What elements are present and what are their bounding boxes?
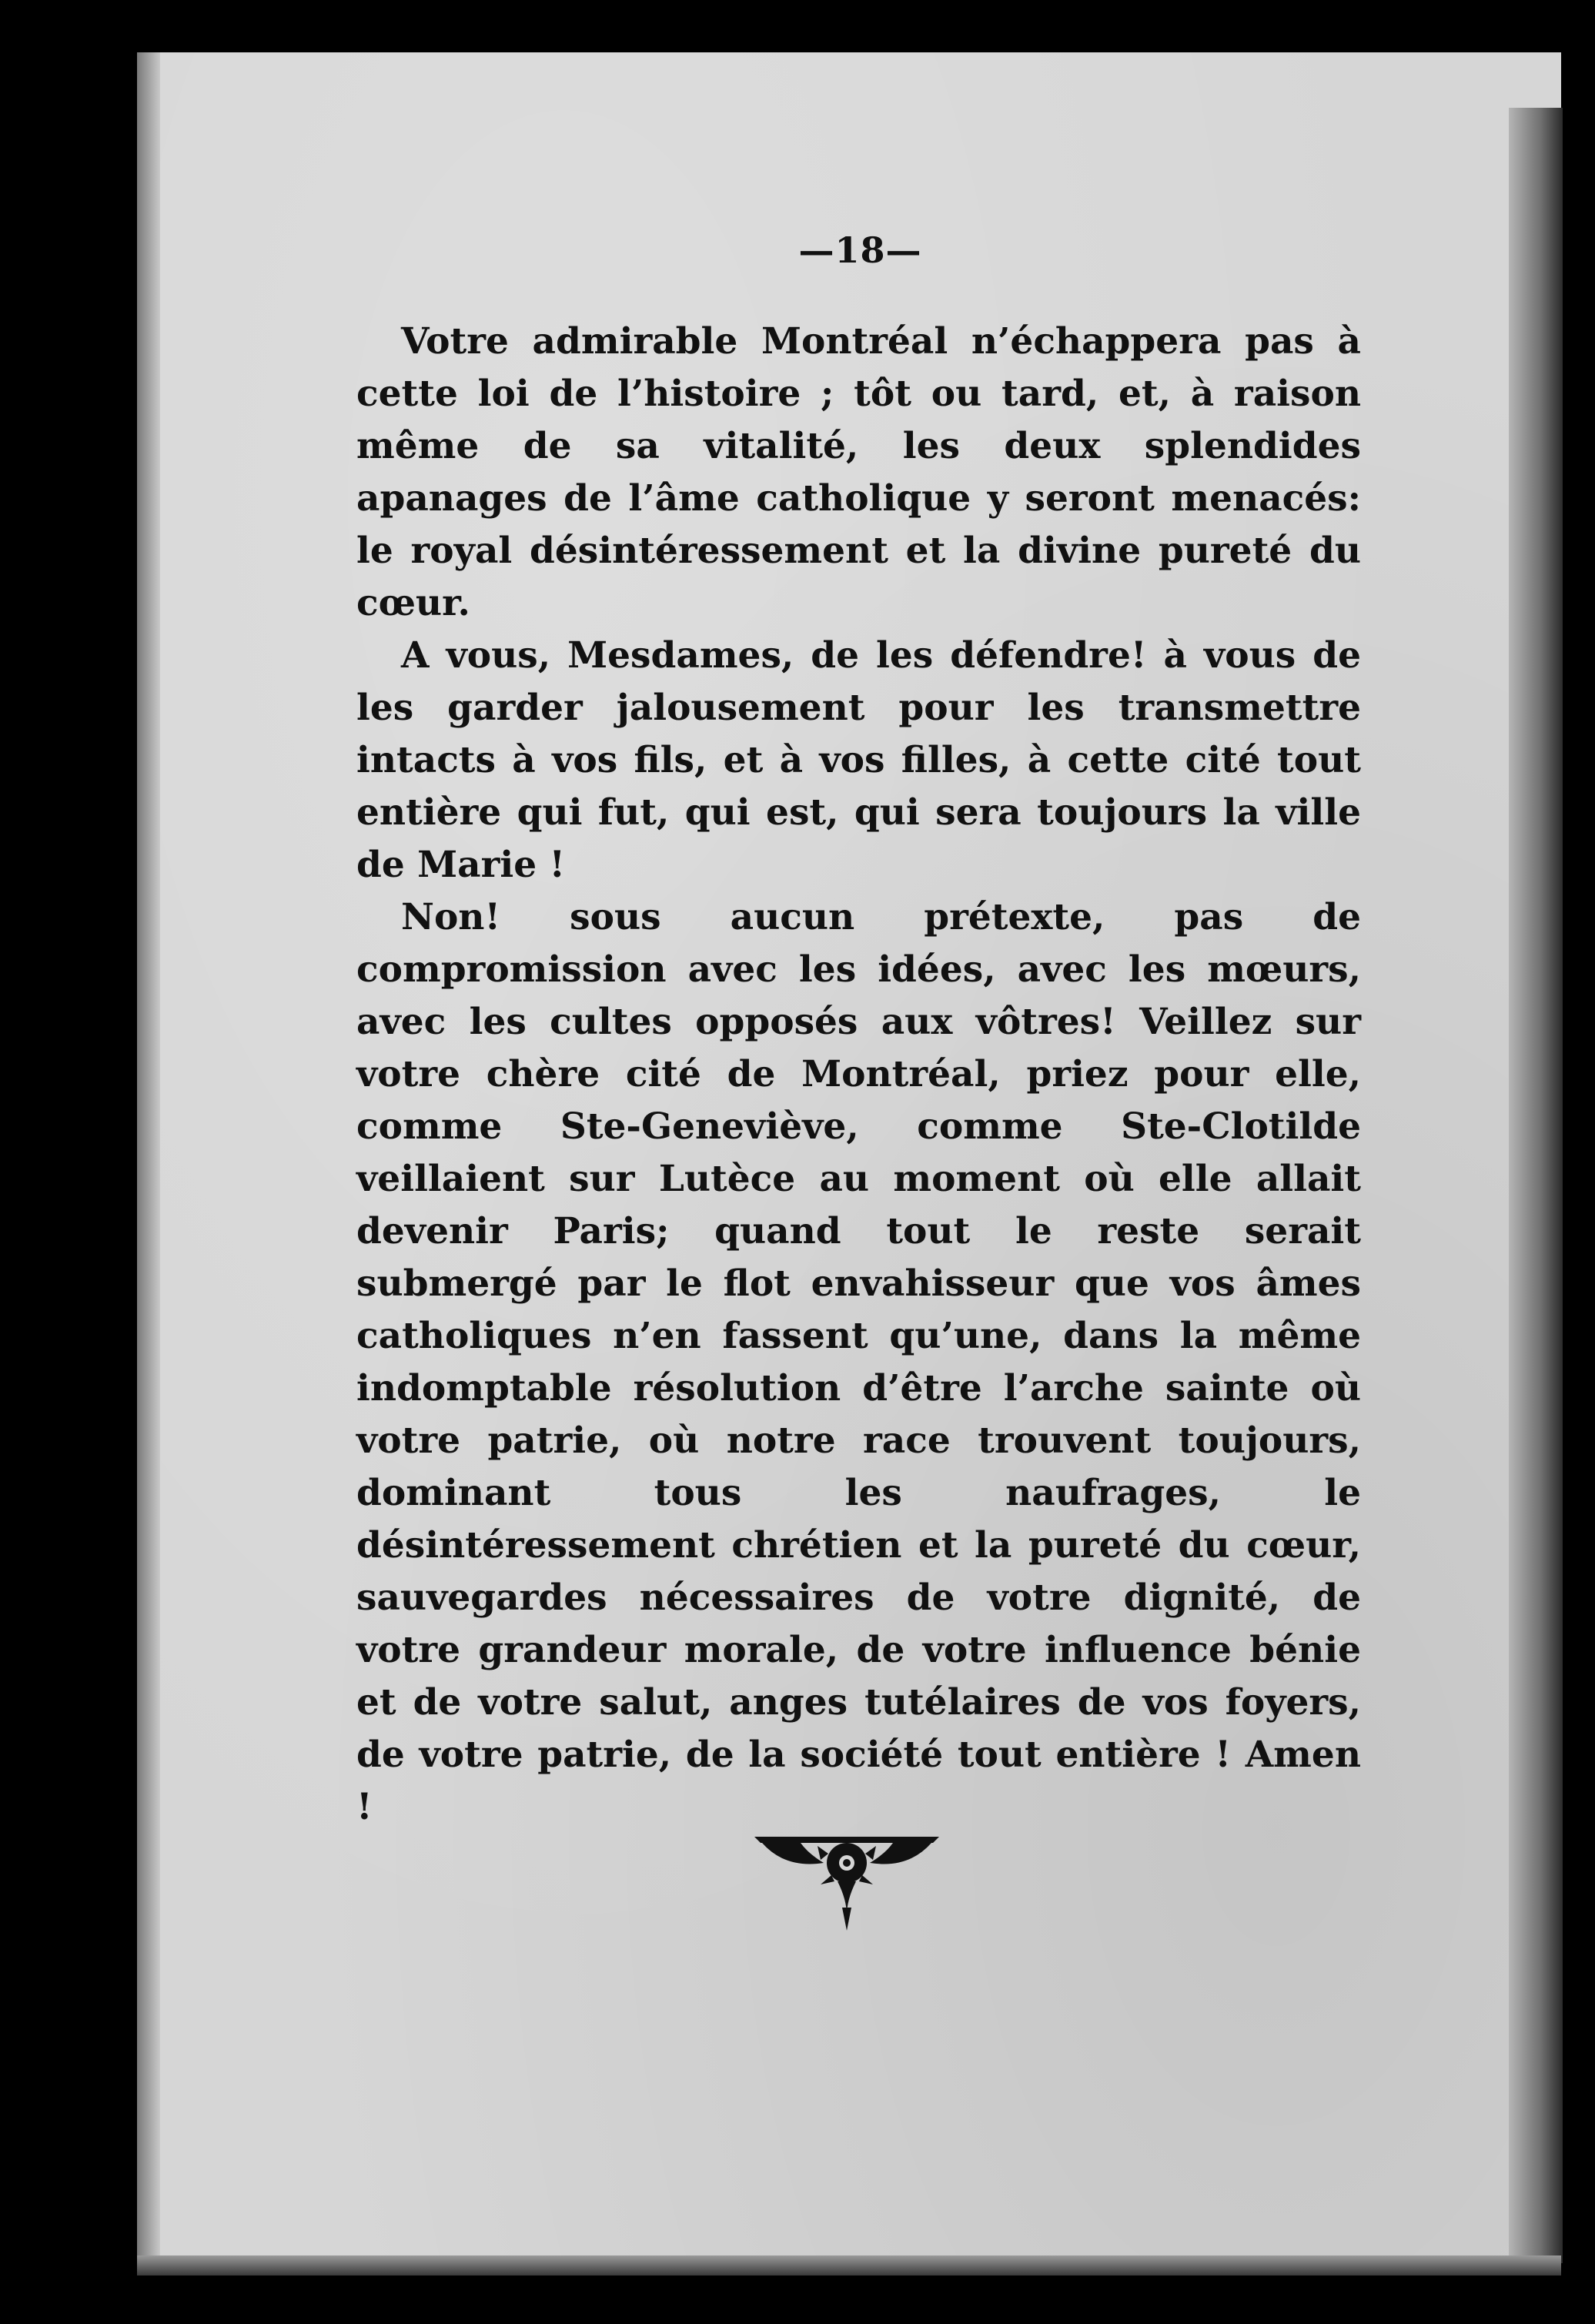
fleuron-ornament-icon — [754, 1823, 939, 1938]
page-number: —18— — [798, 229, 922, 271]
page-left-edge — [137, 52, 160, 2276]
paragraph-3: Non! sous aucun prétexte, pas de compromission avec les idées, avec les mœurs, avec les cultes opposés aux vôtres! Veillez sur votre chère cité de Montréal, priez pour elle, comme Ste-Geneviève, comme Ste-Clotilde veillaient sur Lutèce au moment où elle allait devenir Paris; quand tout le reste serait submergé par le flot envahisseur que vos âmes catholiques n’en fassent qu’une, dans la même indomptable résolution d’être l’arche sainte où votre patrie, où notre race trouvent toujours, dominant tous les naufrages, le désintéressement chrétien et la pureté du cœur, sauvegardes nécessaires de votre dignité, de votre grandeur morale, de votre influence bénie et de votre salut, anges tutélaires de vos foyers, de votre patrie, de la société tout entière ! Amen ! — [356, 896, 1361, 1828]
body-text — [356, 316, 1361, 1834]
page-bottom-edge — [137, 2255, 1561, 2276]
paragraph-1: Votre admirable Montréal n’échappera pas à cette loi de l’histoire ; tôt ou tard, et, à raison même de sa vitalité, les deux splendides apanages de l’âme catholique y seront menacés: le royal désintéressement et la divine pureté du cœur. — [356, 320, 1361, 624]
page-right-edge — [1509, 108, 1563, 2263]
paragraph-2: A vous, Mesdames, de les défendre! à vous de les garder jalousement pour les transmettre intacts à vos fils, et à vos filles, à cette cité tout entière qui fut, qui est, qui sera toujours la ville de Marie ! — [356, 634, 1361, 886]
